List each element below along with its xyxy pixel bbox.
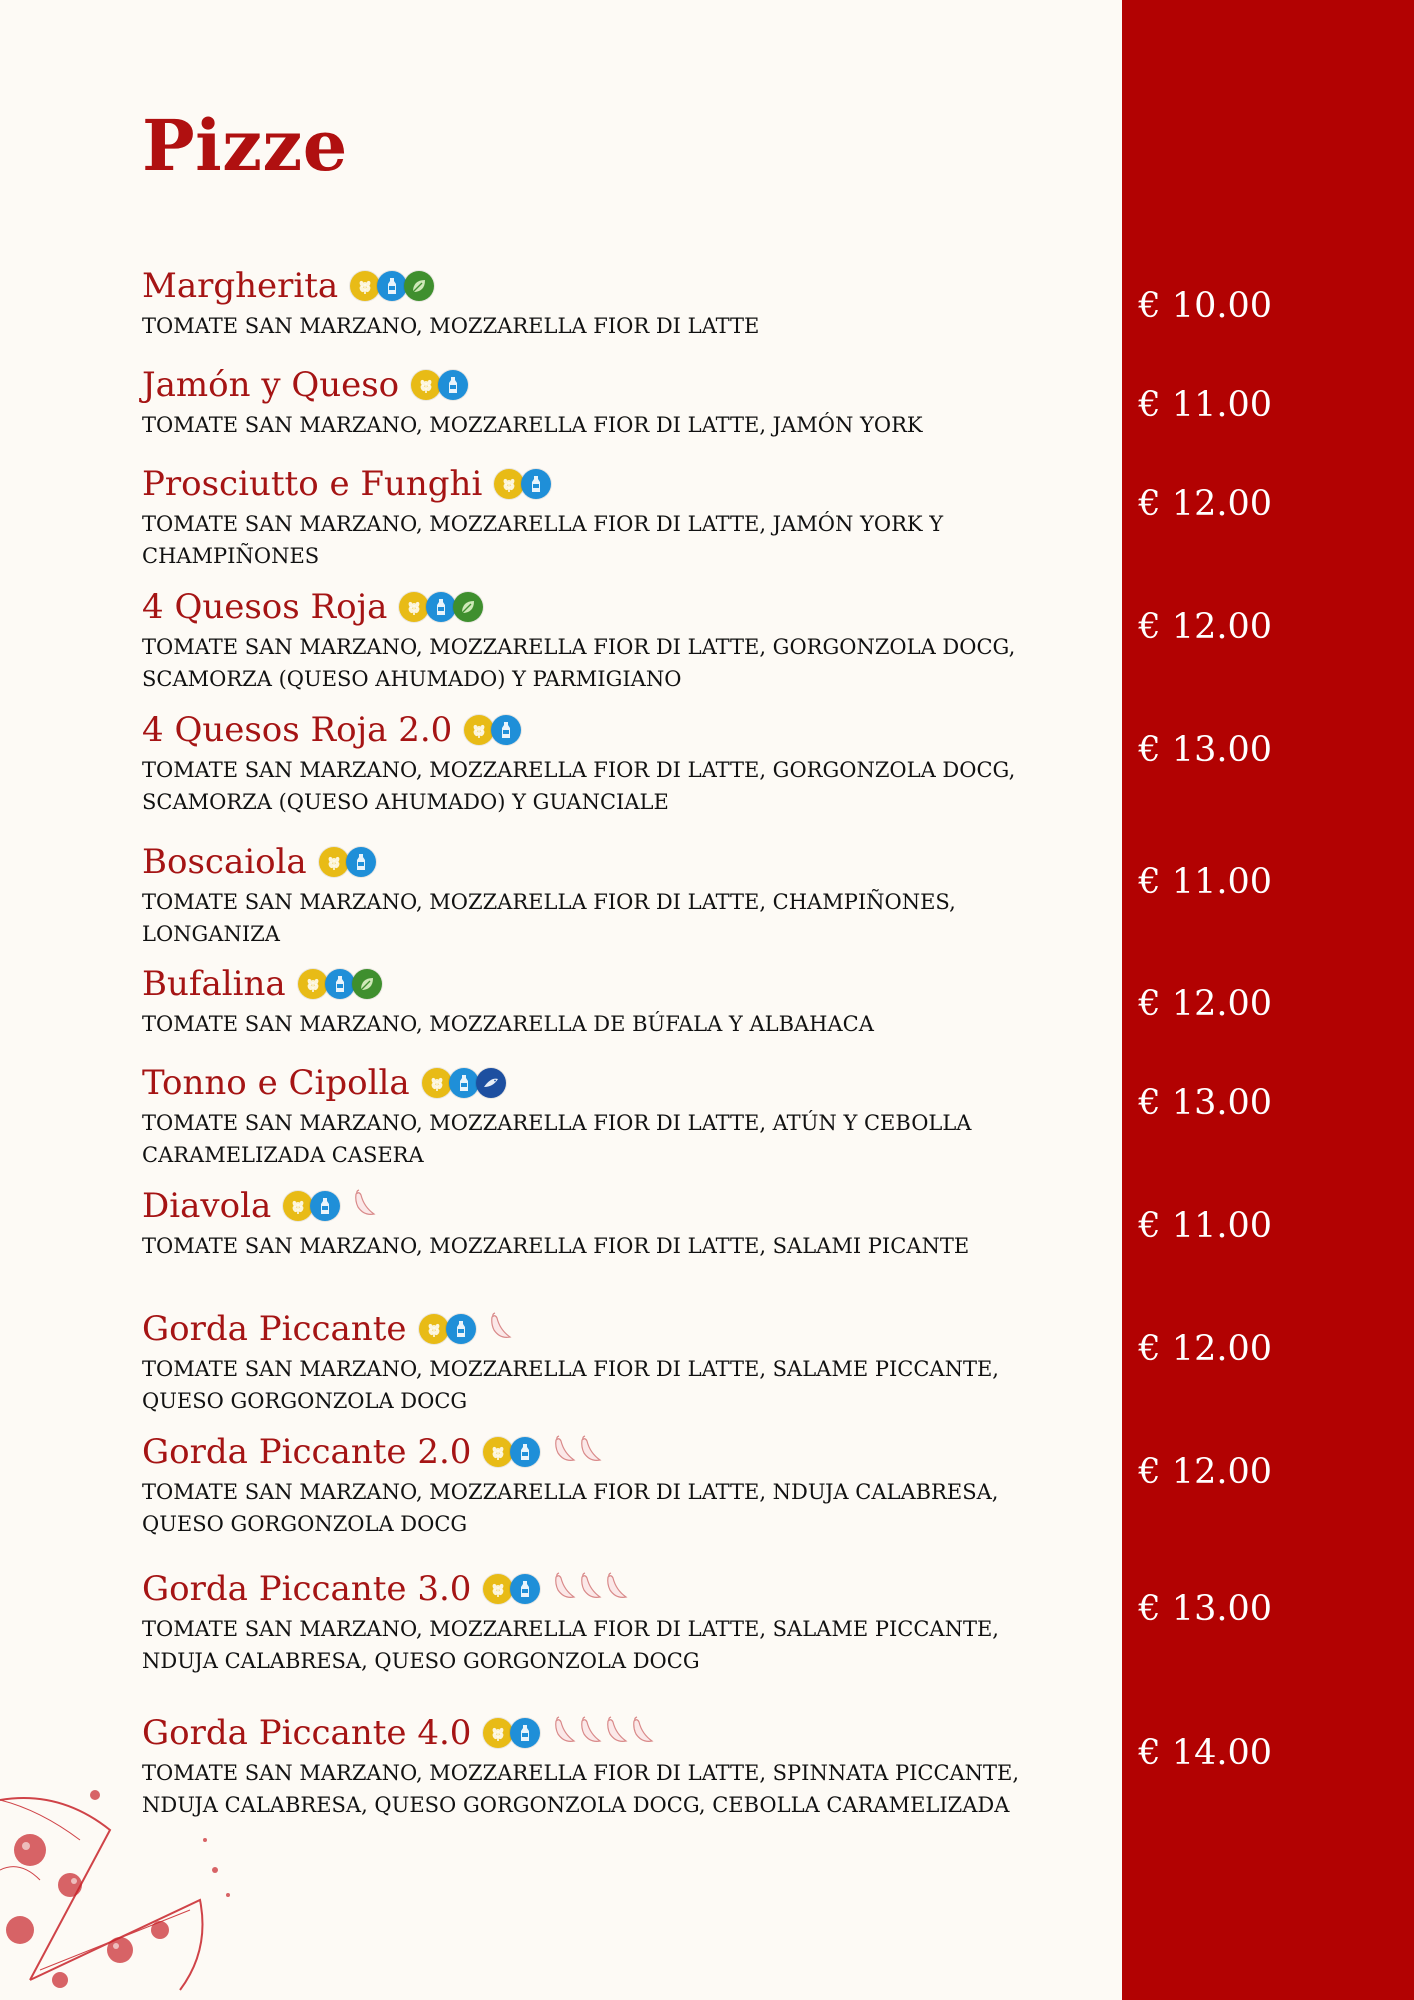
- gluten-icon: [283, 1191, 313, 1221]
- menu-item-name: Boscaiola: [142, 842, 307, 882]
- gluten-icon: [483, 1718, 513, 1748]
- menu-item-price: € 13.00: [1138, 1589, 1272, 1629]
- menu-item-description: TOMATE SAN MARZANO, MOZZARELLA FIOR DI LATTE, SALAME PICCANTE, NDUJA CALABRESA, QUESO GORGONZOLA DOCG: [142, 1617, 999, 1673]
- page-title: Pizze: [142, 104, 348, 187]
- chili-icon: [352, 1189, 378, 1223]
- lactose-icon: [346, 847, 376, 877]
- menu-item: [142, 1061, 1042, 1171]
- lactose-icon: [310, 1191, 340, 1221]
- menu-item: [142, 1567, 1042, 1677]
- lactose-icon: [510, 1718, 540, 1748]
- menu-item-price: € 13.00: [1138, 730, 1272, 770]
- menu-item: [142, 1711, 1042, 1821]
- lactose-icon: [449, 1068, 479, 1098]
- menu-item-description: TOMATE SAN MARZANO, MOZZARELLA FIOR DI LATTE, CHAMPIÑONES, LONGANIZA: [142, 890, 956, 946]
- menu-item-price: € 12.00: [1138, 1452, 1272, 1492]
- menu-item-description: TOMATE SAN MARZANO, MOZZARELLA DE BÚFALA Y ALBAHACA: [142, 1012, 874, 1036]
- menu-item-description: TOMATE SAN MARZANO, MOZZARELLA FIOR DI LATTE: [142, 314, 760, 338]
- lactose-icon: [510, 1574, 540, 1604]
- gluten-icon: [350, 271, 380, 301]
- menu-item-name: Bufalina: [142, 964, 286, 1004]
- chili-icon: [604, 1572, 630, 1606]
- menu-item-name: Gorda Piccante: [142, 1309, 407, 1349]
- menu-item: [142, 363, 1042, 441]
- lactose-icon: [446, 1314, 476, 1344]
- vegetarian-icon: [453, 592, 483, 622]
- chili-icon: [578, 1716, 604, 1750]
- chili-icon: [578, 1572, 604, 1606]
- vegetarian-icon: [404, 271, 434, 301]
- pizza-illustration-icon: [0, 1780, 250, 2000]
- gluten-icon: [411, 370, 441, 400]
- lactose-icon: [426, 592, 456, 622]
- menu-item-price: € 10.00: [1138, 286, 1272, 326]
- menu-item-name: 4 Quesos Roja 2.0: [142, 710, 453, 750]
- lactose-icon: [521, 469, 551, 499]
- menu-item-description: TOMATE SAN MARZANO, MOZZARELLA FIOR DI LATTE, SALAMI PICANTE: [142, 1234, 970, 1258]
- gluten-icon: [419, 1314, 449, 1344]
- menu-item-name: Diavola: [142, 1186, 272, 1226]
- menu-item: [142, 585, 1042, 695]
- menu-item: [142, 708, 1042, 818]
- gluten-icon: [494, 469, 524, 499]
- menu-item-name: Margherita: [142, 266, 339, 306]
- menu-item-price: € 11.00: [1138, 385, 1272, 425]
- gluten-icon: [319, 847, 349, 877]
- menu-item-description: TOMATE SAN MARZANO, MOZZARELLA FIOR DI LATTE, GORGONZOLA DOCG, SCAMORZA (QUESO AHUMADO) Y GUANCIALE: [142, 758, 1016, 814]
- menu-item: [142, 1430, 1042, 1540]
- menu-item-name: Gorda Piccante 3.0: [142, 1569, 472, 1609]
- gluten-icon: [483, 1574, 513, 1604]
- chili-icon: [488, 1312, 514, 1346]
- menu-item-price: € 12.00: [1138, 484, 1272, 524]
- menu-item-price: € 12.00: [1138, 984, 1272, 1024]
- menu-item: [142, 462, 1042, 572]
- gluten-icon: [422, 1068, 452, 1098]
- menu-item-description: TOMATE SAN MARZANO, MOZZARELLA FIOR DI LATTE, SPINNATA PICCANTE, NDUJA CALABRESA, QUESO GORGONZOLA DOCG, CEBOLLA CARAMELIZADA: [142, 1761, 1020, 1817]
- menu-item-price: € 12.00: [1138, 1329, 1272, 1369]
- menu-item: [142, 1184, 1042, 1262]
- menu-item-name: Gorda Piccante 4.0: [142, 1713, 472, 1753]
- menu-item: [142, 962, 1042, 1040]
- menu-item-price: € 14.00: [1138, 1733, 1272, 1773]
- menu-item-description: TOMATE SAN MARZANO, MOZZARELLA FIOR DI LATTE, JAMÓN YORK Y CHAMPIÑONES: [142, 512, 944, 568]
- menu-item-description: TOMATE SAN MARZANO, MOZZARELLA FIOR DI LATTE, JAMÓN YORK: [142, 413, 923, 437]
- menu-item-name: 4 Quesos Roja: [142, 587, 388, 627]
- lactose-icon: [325, 969, 355, 999]
- lactose-icon: [438, 370, 468, 400]
- lactose-icon: [491, 715, 521, 745]
- vegetarian-icon: [352, 969, 382, 999]
- menu-item-description: TOMATE SAN MARZANO, MOZZARELLA FIOR DI LATTE, GORGONZOLA DOCG, SCAMORZA (QUESO AHUMADO) Y PARMIGIANO: [142, 635, 1016, 691]
- menu-item-name: Tonno e Cipolla: [142, 1063, 410, 1103]
- chili-icon: [552, 1716, 578, 1750]
- fish-icon: [476, 1068, 506, 1098]
- lactose-icon: [377, 271, 407, 301]
- gluten-icon: [298, 969, 328, 999]
- menu-item-price: € 13.00: [1138, 1083, 1272, 1123]
- gluten-icon: [399, 592, 429, 622]
- menu-item-price: € 12.00: [1138, 607, 1272, 647]
- chili-icon: [552, 1572, 578, 1606]
- menu-item: [142, 1307, 1042, 1417]
- menu-item-description: TOMATE SAN MARZANO, MOZZARELLA FIOR DI LATTE, NDUJA CALABRESA, QUESO GORGONZOLA DOCG: [142, 1480, 999, 1536]
- menu-item: [142, 840, 1042, 950]
- menu-item-price: € 11.00: [1138, 862, 1272, 902]
- menu-item-price: € 11.00: [1138, 1206, 1272, 1246]
- menu-item-name: Prosciutto e Funghi: [142, 464, 483, 504]
- gluten-icon: [483, 1437, 513, 1467]
- lactose-icon: [510, 1437, 540, 1467]
- chili-icon: [578, 1435, 604, 1469]
- menu-item-description: TOMATE SAN MARZANO, MOZZARELLA FIOR DI LATTE, ATÚN Y CEBOLLA CARAMELIZADA CASERA: [142, 1111, 972, 1167]
- menu-item-description: TOMATE SAN MARZANO, MOZZARELLA FIOR DI LATTE, SALAME PICCANTE, QUESO GORGONZOLA DOCG: [142, 1357, 999, 1413]
- menu-item-name: Jamón y Queso: [142, 365, 400, 405]
- chili-icon: [630, 1716, 656, 1750]
- menu-item-name: Gorda Piccante 2.0: [142, 1432, 472, 1472]
- gluten-icon: [464, 715, 494, 745]
- chili-icon: [552, 1435, 578, 1469]
- menu-item: [142, 264, 1042, 342]
- chili-icon: [604, 1716, 630, 1750]
